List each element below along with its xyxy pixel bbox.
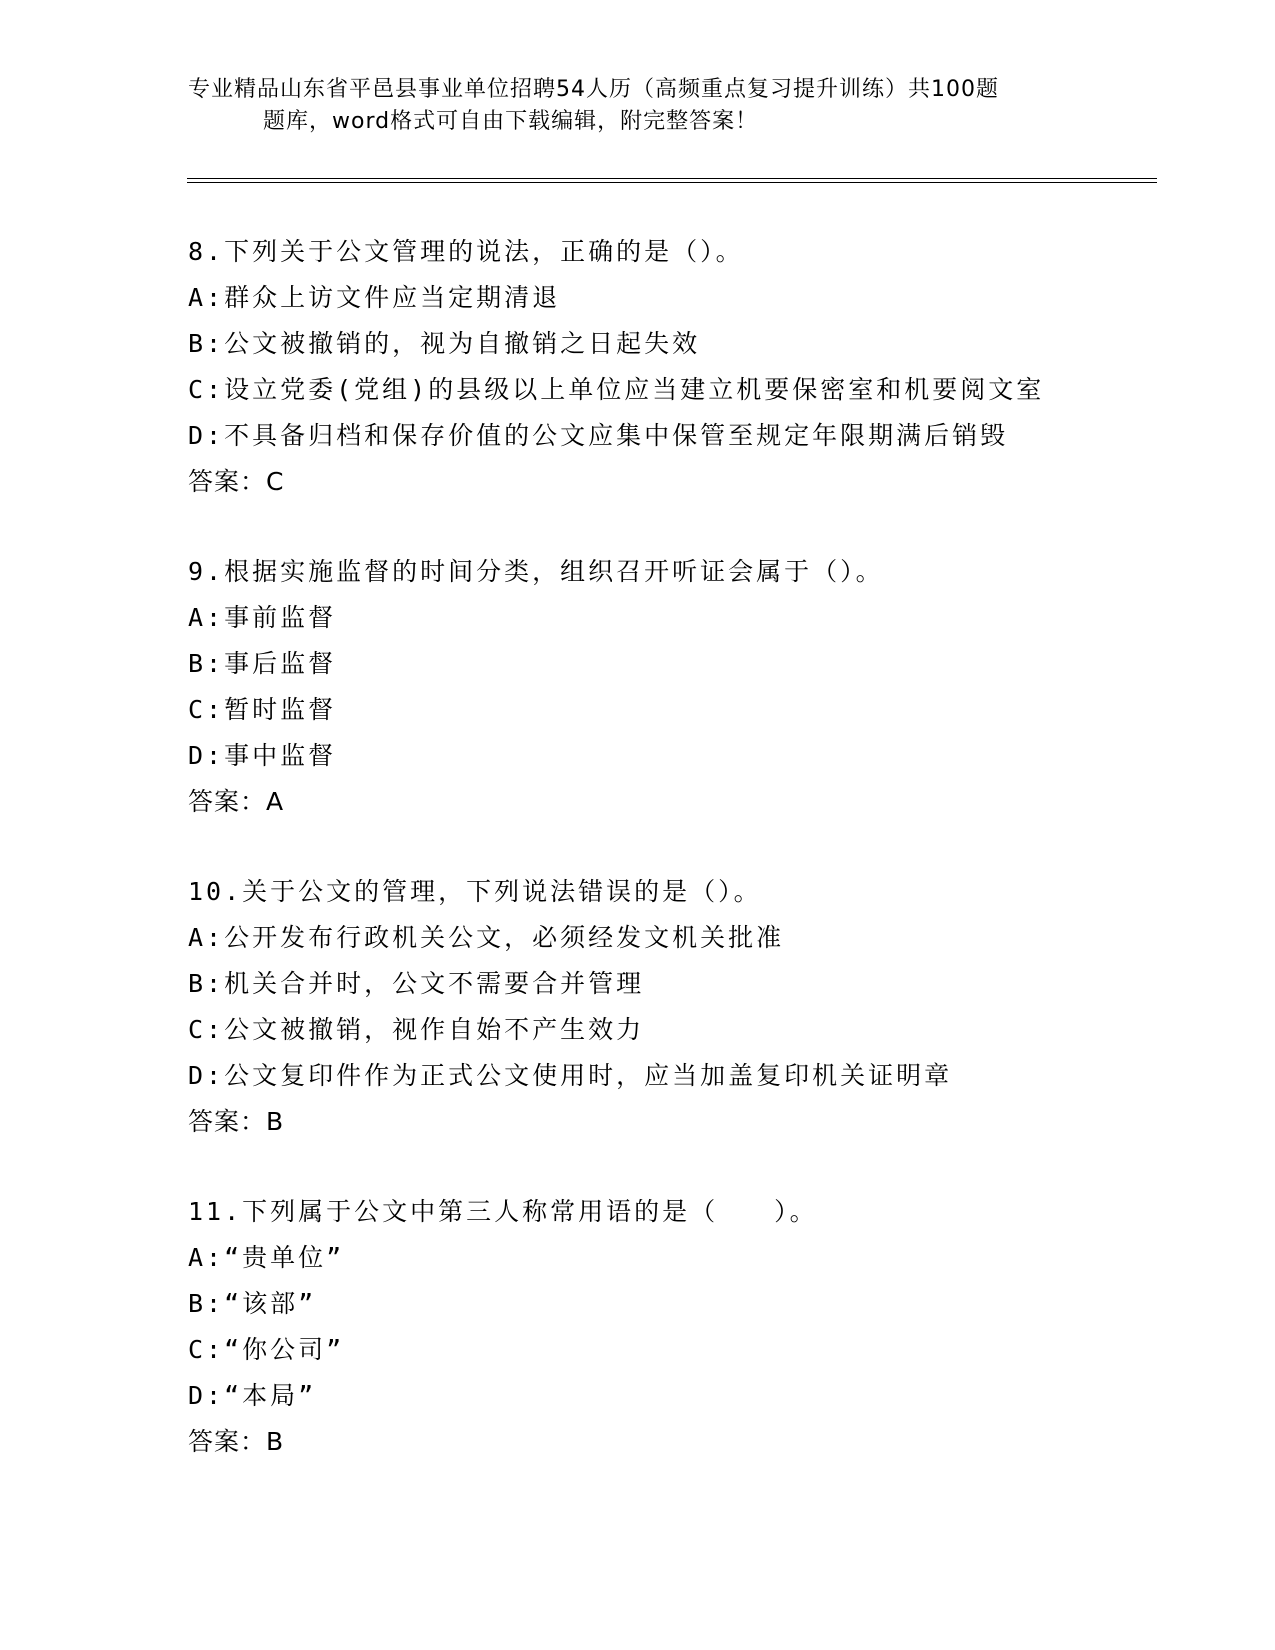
option-b: B:机关合并时，公文不需要合并管理: [188, 969, 645, 998]
option-b: B:事后监督: [188, 649, 337, 678]
header-title-line-1: 专业精品山东省平邑县事业单位招聘54人历（高频重点复习提升训练）共100题: [188, 77, 999, 102]
option-d: D:公文复印件作为正式公文使用时，应当加盖复印机关证明章: [188, 1061, 953, 1090]
option-d: D:“本局”: [188, 1381, 317, 1410]
option-c: C:暂时监督: [188, 695, 337, 724]
document-header: [188, 74, 1088, 138]
option-b: B:“该部”: [188, 1289, 317, 1318]
header-title-line-2: 题库，word格式可自由下载编辑，附完整答案！: [263, 109, 759, 134]
question-stem: 10.关于公文的管理，下列说法错误的是（）。: [188, 877, 762, 906]
option-a: A:群众上访文件应当定期清退: [188, 283, 561, 312]
question-stem: 8.下列关于公文管理的说法，正确的是（）。: [188, 237, 744, 266]
option-a: A:公开发布行政机关公文，必须经发文机关批准: [188, 923, 785, 952]
question-stem: 11.下列属于公文中第三人称常用语的是（ ）。: [188, 1197, 818, 1226]
question-answer: 答案：C: [188, 467, 285, 496]
question-stem: 9.根据实施监督的时间分类，组织召开听证会属于（）。: [188, 557, 884, 586]
question-9: [188, 549, 1188, 825]
header-divider-top: [187, 178, 1157, 179]
question-answer: 答案：B: [188, 1107, 285, 1136]
option-b: B:公文被撤销的，视为自撤销之日起失效: [188, 329, 701, 358]
option-c: C:公文被撤销，视作自始不产生效力: [188, 1015, 645, 1044]
question-8: [188, 229, 1188, 505]
option-d: D:不具备归档和保存价值的公文应集中保管至规定年限期满后销毁: [188, 421, 1009, 450]
question-answer: 答案：B: [188, 1427, 285, 1456]
option-a: A:“贵单位”: [188, 1243, 345, 1272]
question-10: [188, 869, 1188, 1145]
option-a: A:事前监督: [188, 603, 337, 632]
question-11: [188, 1189, 1188, 1465]
option-d: D:事中监督: [188, 741, 337, 770]
option-c: C:“你公司”: [188, 1335, 345, 1364]
header-divider-bottom: [187, 182, 1157, 183]
question-answer: 答案：A: [188, 787, 285, 816]
option-c: C:设立党委(党组)的县级以上单位应当建立机要保密室和机要阅文室: [188, 375, 1045, 404]
